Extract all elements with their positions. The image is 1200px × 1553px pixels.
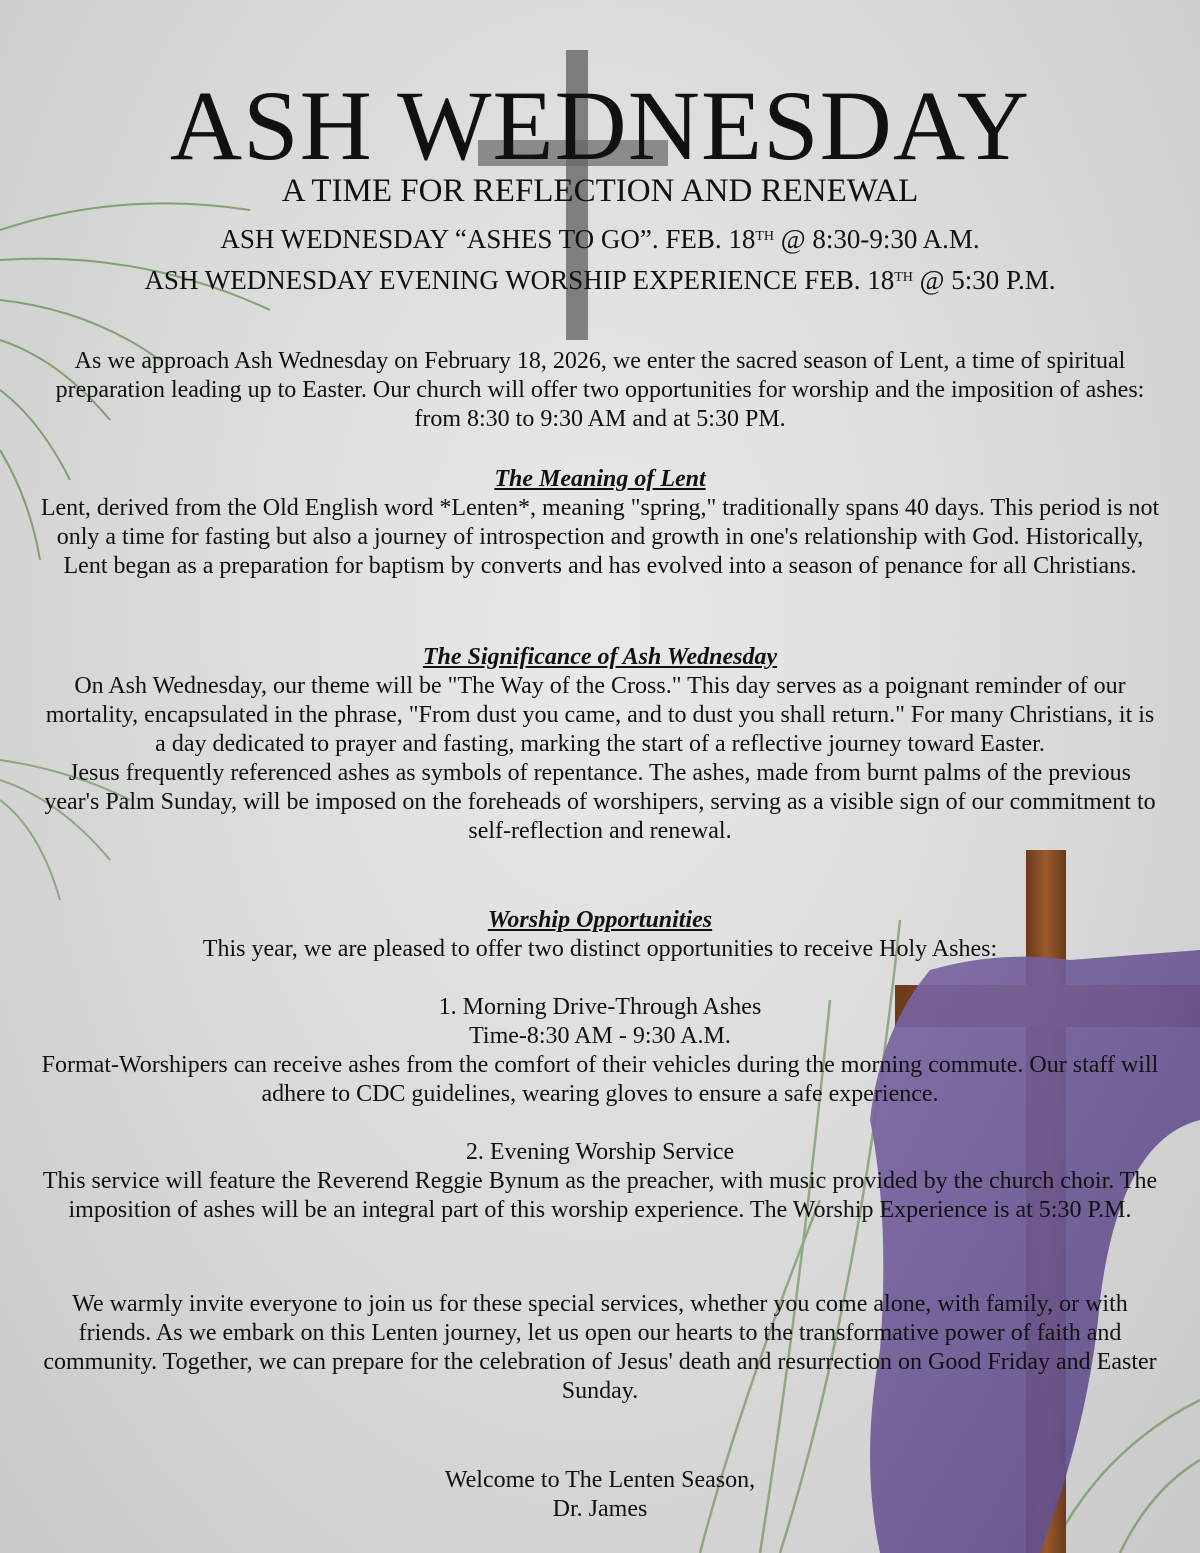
event-evening-worship xyxy=(0,264,1200,296)
item1-format: Format-Worshipers can receive ashes from the comfort of their vehicles during the morning commute. Our staff will adhere to CDC guidelines, wearing gloves to ensure a safe experience. xyxy=(41,1052,1159,1107)
event1-text: ASH WEDNESDAY “ASHES TO GO”. FEB. 18 xyxy=(220,224,756,254)
significance-section xyxy=(40,643,1160,846)
significance-heading: The Significance of Ash Wednesday xyxy=(422,644,778,670)
worship-heading: Worship Opportunities xyxy=(487,907,713,933)
item2-title: 2. Evening Worship Service xyxy=(465,1139,735,1165)
significance-text-1: On Ash Wednesday, our theme will be "The Way of the Cross." This day serves as a poignant reminder of our mortality, encapsulated in the phrase, "From dust you came, and to dust you shall return." For many Christians, it is a day dedicated to prayer and fasting, marking the start of a reflective journey toward Easter. xyxy=(45,673,1155,757)
signoff-line-1: Welcome to The Lenten Season, xyxy=(444,1467,756,1493)
event-ashes-to-go xyxy=(0,223,1200,255)
event1-time: @ 8:30-9:30 A.M. xyxy=(774,224,980,254)
signoff xyxy=(40,1466,1160,1524)
closing-paragraph: We warmly invite everyone to join us for these special services, whether you come alone, with family, or with friends. As we embark on this Lenten journey, let us open our hearts to the transformative power of faith and community. Together, we can prepare for the celebration of Jesus' death and resurrection on Good Friday and Easter Sunday. xyxy=(43,1291,1157,1404)
signoff-name: Dr. James xyxy=(552,1496,648,1522)
lent-text: Lent, derived from the Old English word *Lenten*, meaning "spring," traditionally spans 40 days. This period is not only a time for fasting but also a journey of introspection and growth in one's relationship with God. Historically, Lent began as a preparation for baptism by converts and has evolved into a season of penance for all Christians. xyxy=(40,495,1160,579)
item2-text: This service will feature the Reverend Reggie Bynum as the preacher, with music provided by the church choir. The imposition of ashes will be an integral part of this worship experience. The Worship Experience is at 5:30 P.M. xyxy=(42,1168,1158,1223)
page-title: ASH WEDNESDAY xyxy=(169,70,1031,181)
intro-paragraph: As we approach Ash Wednesday on February 18, 2026, we enter the sacred season of Lent, a time of spiritual preparation leading up to Easter. Our church will offer two opportunities for worship and the imposition of ashes: from 8:30 to 9:30 AM and at 5:30 PM. xyxy=(55,348,1145,432)
lent-heading: The Meaning of Lent xyxy=(494,466,706,492)
item1-time: Time-8:30 AM - 9:30 A.M. xyxy=(469,1023,731,1049)
lent-section xyxy=(40,465,1160,581)
item1-title: 1. Morning Drive-Through Ashes xyxy=(438,994,762,1020)
event2-text: ASH WEDNESDAY EVENING WORSHIP EXPERIENCE FEB. 18 xyxy=(144,265,895,295)
worship-section xyxy=(40,906,1160,1225)
event2-sup: TH xyxy=(894,270,913,285)
worship-intro: This year, we are pleased to offer two distinct opportunities to receive Holy Ashes: xyxy=(202,936,998,962)
event2-time: @ 5:30 P.M. xyxy=(912,265,1056,295)
significance-text-2: Jesus frequently referenced ashes as symbols of repentance. The ashes, made from burnt palms of the previous year's Palm Sunday, will be imposed on the foreheads of worshipers, serving as a visible sign of our commitment to self-reflection and renewal. xyxy=(44,760,1156,844)
subtitle: A TIME FOR REFLECTION AND RENEWAL xyxy=(281,173,919,209)
event1-sup: TH xyxy=(755,229,775,244)
